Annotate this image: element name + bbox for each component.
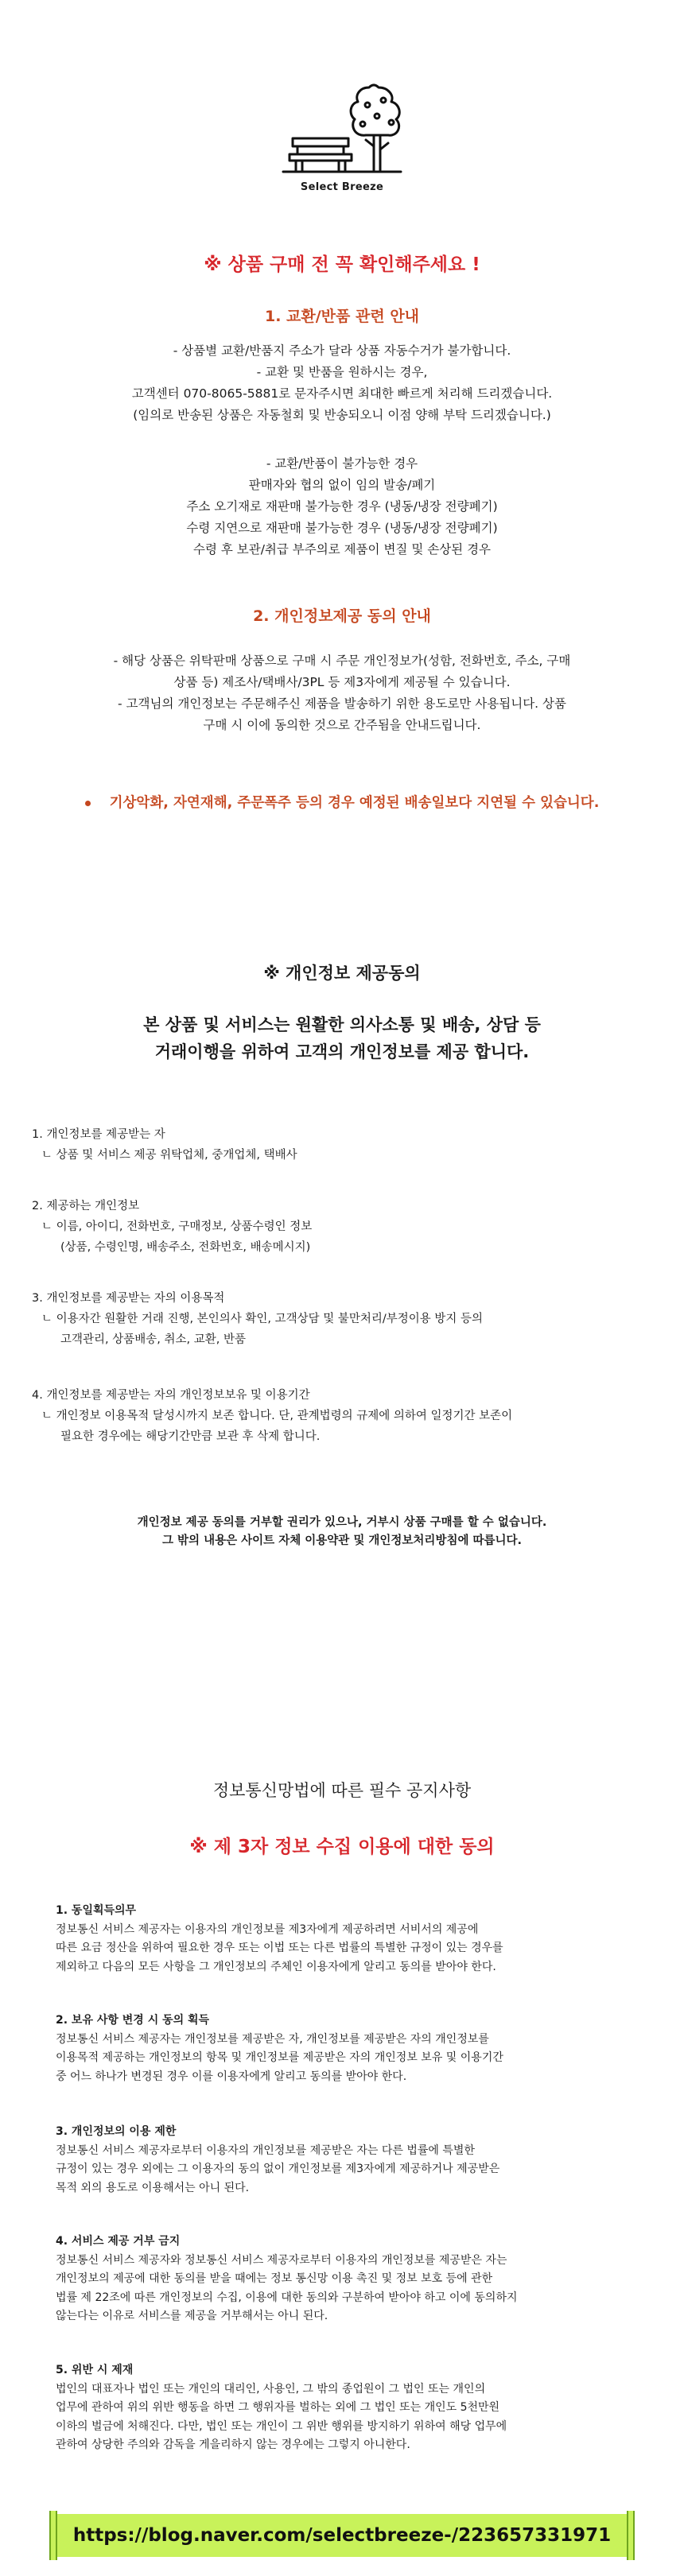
- law-item: [56, 2123, 660, 2198]
- privacy-item: [32, 1385, 660, 1447]
- logo: [280, 81, 404, 200]
- law-item-line: 않는다는 이유로 서비스를 제공을 거부해서는 아니 된다.: [56, 2310, 328, 2322]
- law-item: [56, 2233, 660, 2326]
- privacy-item-title: 4. 개인정보를 제공받는 자의 개인정보보유 및 이용기간: [32, 1389, 310, 1402]
- privacy-item-line: 고객관리, 상품배송, 취소, 교환, 반품: [60, 1333, 246, 1346]
- exchange-info: [0, 340, 684, 426]
- law-item-line: 따른 요금 정산을 위하여 필요한 경우 또는 이법 또는 다른 법률의 특별한 규정이 있는 경우를: [56, 1942, 503, 1954]
- law-item-line: 정보통신 서비스 제공자는 개인정보를 제공받은 자, 개인정보를 제공받은 자의 개인정보를: [56, 2032, 489, 2046]
- privacy-item: [32, 1124, 660, 1166]
- law-item-line: 관하여 상당한 주의와 감독을 게을리하지 않는 경우에는 그렇지 아니한다.: [56, 2438, 410, 2451]
- law-item-line: 목적 외의 용도로 이용해서는 아니 된다.: [56, 2181, 250, 2194]
- privacy-item-line: ㄴ 이용자간 원활한 거래 진행, 본인의사 확인, 고객상담 및 불만처리/부정이용 방지 등의: [41, 1313, 484, 1325]
- privacy-item-title: 3. 개인정보를 제공받는 자의 이용목적: [32, 1292, 225, 1305]
- exchange-line: 고객센터 070-8065-5881로 문자주시면 최대한 빠르게 처리해 드리겠습니다.: [131, 386, 553, 401]
- exchange-line: - 교환 및 반품을 원하시는 경우,: [256, 365, 428, 379]
- bullet-icon: [85, 801, 91, 806]
- logo-text: Select Breeze: [300, 181, 384, 193]
- law-heading: 정보통신망법에 따른 필수 공지사항: [212, 1781, 472, 1800]
- law-item: [56, 1902, 660, 1977]
- law-item-title: 2. 보유 사항 변경 시 동의 획득: [56, 2014, 210, 2027]
- privacy-consent-line: - 고객님의 개인정보는 주문해주신 제품을 발송하기 위한 용도로만 사용됩니다. 상품: [118, 696, 566, 711]
- law-item-title: 3. 개인정보의 이용 제한: [56, 2125, 177, 2138]
- banner-right-cap: [627, 2511, 635, 2560]
- exchange-line: (임의로 반송된 상품은 자동철회 및 반송되오니 이점 양해 부탁 드리겠습니다.): [133, 408, 551, 422]
- tree-bench-icon: [280, 81, 404, 177]
- privacy-consent-title: 2. 개인정보제공 동의 안내: [253, 607, 431, 625]
- privacy-item-line: ㄴ 개인정보 이용목적 달성시까지 보존 합니다. 단, 관계법령의 규제에 의하여 일정기간 보존이: [41, 1410, 513, 1422]
- law-item: [56, 2012, 660, 2086]
- delivery-delay-notice: [0, 792, 684, 812]
- unavailable-line: 수령 후 보관/취급 부주의로 제품이 변질 및 손상된 경우: [192, 542, 492, 557]
- privacy-item-title: 2. 제공하는 개인정보: [32, 1200, 140, 1212]
- unavailable-line: 주소 오기재로 재판매 불가능한 경우 (냉동/냉장 전량폐기): [186, 499, 498, 514]
- privacy-footer-line: 그 밖의 내용은 사이트 자체 이용약관 및 개인정보처리방침에 따릅니다.: [161, 1534, 523, 1547]
- blog-link[interactable]: https://blog.naver.com/selectbreeze-/223657331971: [72, 2525, 612, 2546]
- privacy-consent-line: 구매 시 이에 동의한 것으로 간주됨을 안내드립니다.: [203, 718, 481, 732]
- law-item-line: 이하의 벌금에 처해진다. 다만, 법인 또는 개인이 그 위반 행위를 방지하기 위하여 해당 업무에: [56, 2419, 507, 2433]
- law-item-line: 정보통신 서비스 제공자와 정보통신 서비스 제공자로부터 이용자의 개인정보를 제공받은 자는: [56, 2253, 507, 2267]
- privacy-intro-line: 본 상품 및 서비스는 원활한 의사소통 및 배송, 상담 등: [143, 1015, 541, 1034]
- law-subheading: ※ 제 3자 정보 수집 이용에 대한 동의: [189, 1837, 495, 1857]
- law-item-line: 개인정보의 제공에 대한 동의를 받을 때에는 정보 통신망 이용 촉진 및 정보 보호 등에 관한: [56, 2272, 493, 2285]
- privacy-item: [32, 1196, 660, 1258]
- law-item: [56, 2361, 660, 2455]
- law-item-title: 4. 서비스 제공 거부 금지: [56, 2235, 181, 2248]
- unavailable-line: - 교환/반품이 불가능한 경우: [266, 456, 418, 471]
- privacy-consent-info: [0, 650, 684, 736]
- law-item-line: 제외하고 다음의 모든 사항을 그 개인정보의 주체인 이용자에게 알리고 동의를 받아야 한다.: [56, 1960, 496, 1973]
- privacy-item-line: ㄴ 상품 및 서비스 제공 위탁업체, 중개업체, 택배사: [41, 1149, 297, 1162]
- law-item-line: 이용목적 제공하는 개인정보의 항목 및 개인정보를 제공받은 자의 개인정보 보유 및 이용기간: [56, 2051, 503, 2064]
- privacy-item-line: (상품, 수령인명, 배송주소, 전화번호, 배송메시지): [60, 1241, 311, 1254]
- unavailable-line: 수령 지연으로 재판매 불가능한 경우 (냉동/냉장 전량폐기): [186, 521, 498, 535]
- privacy-item-line: ㄴ 이름, 아이디, 전화번호, 구매정보, 상품수령인 정보: [41, 1220, 313, 1233]
- privacy-footer: [0, 1514, 684, 1550]
- law-item-line: 규정이 있는 경우 외에는 그 이용자의 동의 없이 개인정보를 제3자에게 제공하거나 제공받은: [56, 2163, 500, 2175]
- law-item-line: 정보통신 서비스 제공자는 이용자의 개인정보를 제3자에게 제공하려면 서비서의 제공에: [56, 1922, 479, 1936]
- blog-link-banner[interactable]: [54, 2514, 630, 2557]
- privacy-consent-line: - 해당 상품은 위탁판매 상품으로 구매 시 주문 개인정보가(성함, 전화번호, 주소, 구매: [113, 654, 571, 668]
- privacy-item: [32, 1288, 660, 1350]
- exchange-unavailable: [0, 453, 684, 561]
- law-item-line: 정보통신 서비스 제공자로부터 이용자의 개인정보를 제공받은 자는 다른 법률에 특별한: [56, 2143, 475, 2157]
- exchange-title: 1. 교환/반품 관련 안내: [264, 308, 420, 325]
- delivery-delay-text: 기상악화, 자연재해, 주문폭주 등의 경우 예정된 배송일보다 지연될 수 있습니다.: [109, 795, 600, 811]
- law-item-line: 업무에 관하여 위의 위반 행동을 하면 그 행위자를 벌하는 외에 그 법인 또는 개인도 5천만원: [56, 2401, 500, 2414]
- privacy-item-line: 필요한 경우에는 해당기간만큼 보관 후 삭제 합니다.: [60, 1430, 321, 1443]
- exchange-line: - 상품별 교환/반품지 주소가 달라 상품 자동수거가 불가합니다.: [173, 343, 511, 358]
- law-item-line: 중 어느 하나가 변경된 경우 이를 이용자에게 알리고 동의를 받아야 한다.: [56, 2070, 407, 2083]
- unavailable-line: 판매자와 협의 없이 임의 발송/폐기: [248, 478, 436, 492]
- banner-left-cap: [49, 2511, 57, 2560]
- law-item-line: 법률 제 22조에 따른 개인정보의 수집, 이용에 대한 동의와 구분하여 받아야 하고 이에 동의하지: [56, 2291, 518, 2304]
- law-item-line: 법인의 대표자나 법인 또는 개인의 대리인, 사용인, 그 밖의 종업원이 그 법인 또는 개인의: [56, 2382, 486, 2396]
- notice-heading: ※ 상품 구매 전 꼭 확인해주세요 !: [204, 254, 480, 275]
- privacy-item-title: 1. 개인정보를 제공받는 자: [32, 1128, 165, 1141]
- law-item-title: 5. 위반 시 제재: [56, 2364, 134, 2376]
- privacy-consent-line: 상품 등) 제조사/택배사/3PL 등 제3자에게 제공될 수 있습니다.: [173, 675, 511, 689]
- law-item-title: 1. 동일획득의무: [56, 1904, 137, 1917]
- privacy-heading: ※ 개인정보 제공동의: [263, 964, 421, 983]
- privacy-intro-line: 거래이행을 위하여 고객의 개인정보를 제공 합니다.: [154, 1042, 530, 1061]
- privacy-footer-line: 개인정보 제공 동의를 거부할 권리가 있으나, 거부시 상품 구매를 할 수 없습니다.: [137, 1516, 547, 1529]
- privacy-intro: [0, 1011, 684, 1065]
